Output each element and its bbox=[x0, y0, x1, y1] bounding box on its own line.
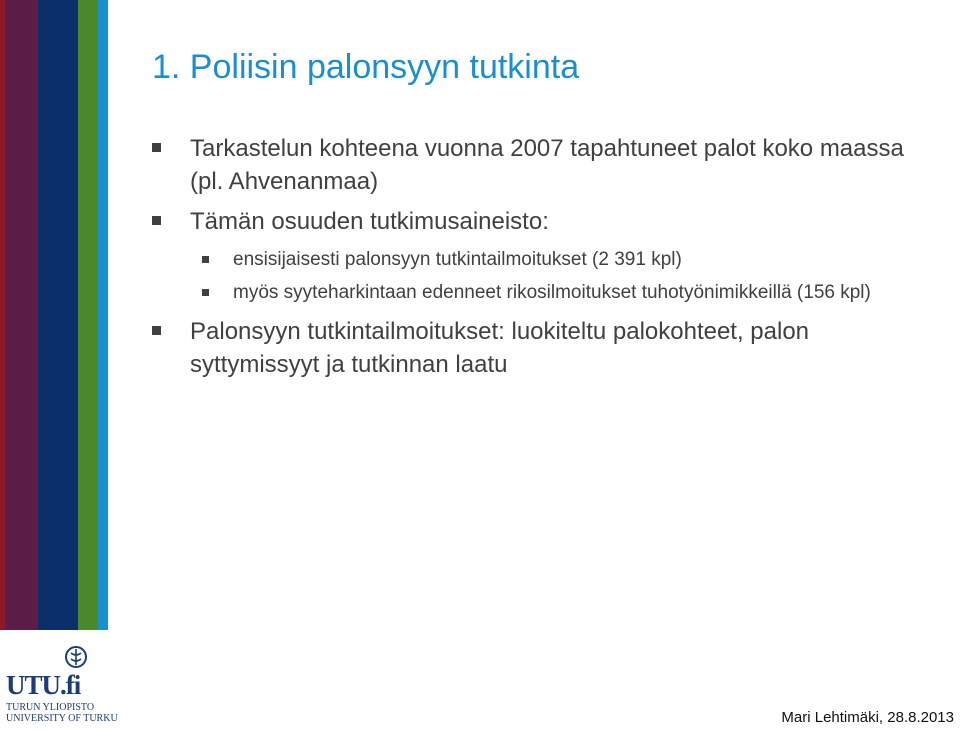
bullet-text: Palonsyyn tutkintailmoitukset: luokiteltu palokohteet, palon syttymissyyt ja tutkinnan laatu bbox=[190, 318, 810, 378]
logo-wordmark: UTU.fi bbox=[6, 670, 81, 700]
square-bullet-icon bbox=[202, 289, 209, 296]
slide-footer: Mari Lehtimäki, 28.8.2013 bbox=[781, 709, 954, 726]
sub-bullet-text: myös syyteharkintaan edenneet rikosilmoitukset tuhotyönimikkeillä (156 kpl) bbox=[233, 282, 871, 303]
stripe-navy bbox=[38, 0, 78, 730]
bullet-text: Tarkastelun kohteena vuonna 2007 tapahtuneet palot koko maassa (pl. Ahvenanmaa) bbox=[190, 135, 904, 195]
stripe-blue bbox=[98, 0, 108, 730]
square-bullet-icon bbox=[152, 326, 161, 335]
stripe-plum bbox=[5, 0, 38, 730]
square-bullet-icon bbox=[152, 143, 161, 152]
square-bullet-icon bbox=[202, 256, 209, 263]
bullet-item bbox=[152, 132, 942, 198]
square-bullet-icon bbox=[152, 216, 161, 225]
sub-bullet-text: ensisijaisesti palonsyyn tutkintailmoitukset (2 391 kpl) bbox=[233, 249, 682, 270]
bullet-text: Tämän osuuden tutkimusaineisto: bbox=[190, 208, 549, 235]
bullet-item bbox=[152, 315, 942, 381]
logo-text-english: UNIVERSITY OF TURKU bbox=[6, 713, 118, 724]
bullet-item bbox=[152, 205, 942, 238]
stripe-green bbox=[78, 0, 98, 730]
decorative-stripes bbox=[0, 0, 108, 730]
sub-bullet-item bbox=[152, 278, 942, 308]
slide-content bbox=[152, 132, 942, 388]
logo-text-finnish: TURUN YLIOPISTO bbox=[6, 702, 95, 713]
sub-bullet-item bbox=[152, 245, 942, 275]
slide-title: 1. Poliisin palonsyyn tutkinta bbox=[152, 48, 580, 86]
university-emblem-icon bbox=[64, 645, 88, 669]
